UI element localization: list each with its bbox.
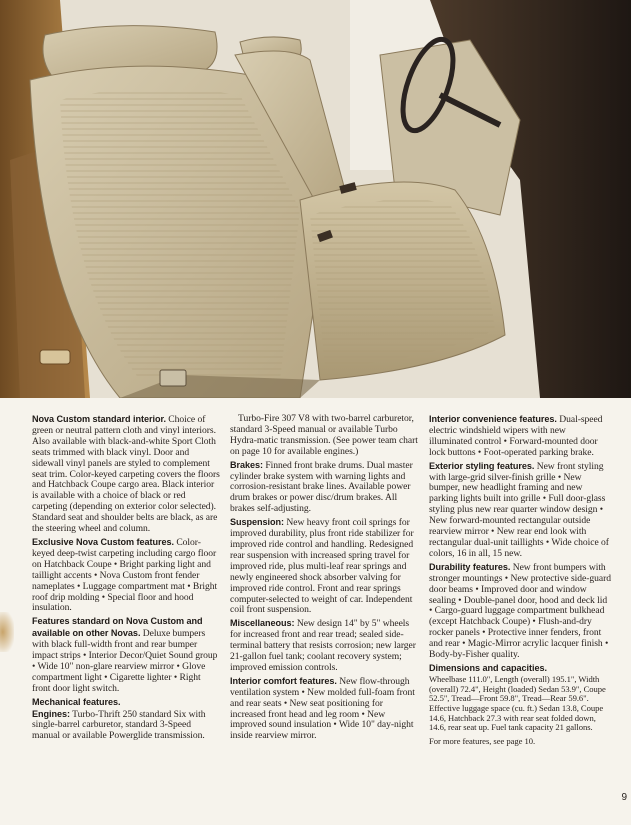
paragraph <box>230 414 418 458</box>
paragraph <box>230 676 418 742</box>
section-heading: Features standard on Nova Custom and available on other Novas. <box>32 616 203 639</box>
section-body: New front bumpers with stronger mountings • New protective side-guard door beams • Improved door and window sealing • Double-panel door, hood and deck lid • Cargo-guard luggage compartment bulkhead (except Hatchback Coupe) • Flush-and-dry rocker panels • Protective inner fenders, front and rear • Magic-Mirror acrylic lacquer finish • Body-by-Fisher quality. <box>429 561 611 661</box>
feature-text-area <box>0 398 631 825</box>
paragraph <box>32 616 220 694</box>
paragraph <box>32 697 220 709</box>
paragraph <box>429 461 611 560</box>
section-heading: Suspension: <box>230 517 285 528</box>
section-body: New flow-through ventilation system • New molded full-foam front and rear seats • New seat positioning for increased front head and leg room • New improved sound insulation • Wide 10" day-night inside rearview mirror. <box>230 675 415 742</box>
paragraph <box>230 618 418 674</box>
paragraph <box>429 414 611 459</box>
section-heading: Dimensions and capacities. <box>429 662 547 673</box>
dimensions-text: Wheelbase 111.0", Length (overall) 195.1", Width (overall) 72.4", Height (loaded) Sedan 53.9", Coupe 52.5", Tread—Front 59.8", Tread—Rear 59.6". Effective luggage space (cu. ft.) Sedan 13.8, Coupe 14.6, Hatchback 27.3 with rear seat folded down, 14.6, rear seat up. Fuel tank capacity 21 gallons. <box>429 673 606 733</box>
paragraph <box>429 562 611 661</box>
section-heading: Interior comfort features. <box>230 675 337 686</box>
more-features-note: For more features, see page 10. <box>429 736 536 747</box>
paragraph <box>32 537 220 614</box>
section-heading: Engines: <box>32 708 70 719</box>
text-column-1 <box>32 414 220 744</box>
car-interior-illustration <box>0 0 631 398</box>
paragraph <box>230 460 418 516</box>
section-body: Color-keyed deep-twist carpeting including cargo floor on Hatchback Coupe • Bright parking light and taillight accents • Nova Custom front fender nameplates • Luggage compartment mat • Bright roof drip molding • Special floor and hood insulation. <box>32 536 218 614</box>
section-heading: Brakes: <box>230 459 264 470</box>
section-body: Finned front brake drums. Dual master cylinder brake system with warning lights and corrosion-resistant brake lines. Available power drum brakes or power disc/drum brakes. All brakes self-adjusting. <box>230 459 413 515</box>
paper-stain <box>0 612 14 652</box>
section-heading: Nova Custom standard interior. <box>32 414 166 424</box>
text-column-3 <box>429 414 611 749</box>
paragraph <box>230 517 418 616</box>
section-body: Turbo-Fire 307 V8 with two-barrel carburetor, standard 3-Speed manual or available Turbo Hydra-matic transmission. (See power team chart on page 10 for available engines.) <box>230 413 418 457</box>
section-heading: Interior convenience features. <box>429 414 557 424</box>
section-body: Dual-speed electric windshield wipers with new illuminated control • Forward-mounted door lock buttons • Foot-operated parking brake. <box>429 414 603 458</box>
section-body: New heavy front coil springs for improved durability, plus front ride stabilizer for improved ride control and handling. Redesigned rear suspension with increased spring travel for improved ride, plus multi-leaf rear springs and newly engineered shock absorber valving for improved ride control. Front and rear springs computer-selected to weight of car. Independent coil front suspension. <box>230 517 414 616</box>
section-body: Turbo-Thrift 250 standard Six with single-barrel carburetor, standard 3-Speed manual or available Powerglide transmission. <box>32 708 206 742</box>
section-body: Choice of green or neutral pattern cloth and vinyl interiors. Also available with black-and-white Sport Cloth seats trimmed with black vinyl. Door and sidewall vinyl panels are styled to complement seat trim. Color-keyed carpeting covers the floors and Hatchback Coupe cargo area. Black interior is available with a choice of black or red carpeting (depending on exterior color selected). Standard seat and shoulder belts are black, as are the steering wheel and column. <box>32 414 220 535</box>
paragraph <box>32 414 220 535</box>
section-body: Deluxe bumpers with black full-width front and rear bumper impact strips • Interior Decor/Quiet Sound group • Wide 10" non-glare rearview mirror • Glove compartment light • Cigarette lighter • Right front door light switch. <box>32 628 218 694</box>
section-heading: Miscellaneous: <box>230 618 295 629</box>
section-body: New design 14" by 5" wheels for increased front and rear tread; sealed side-terminal battery that resists corrosion; new larger 21-gallon fuel tank; coolant recovery system; improved emission controls. <box>230 618 416 673</box>
section-heading: Exclusive Nova Custom features. <box>32 536 174 547</box>
section-heading: Exterior styling features. <box>429 460 535 471</box>
section-heading: Mechanical features. <box>32 696 121 707</box>
paragraph <box>32 709 220 743</box>
text-column-2 <box>230 414 418 744</box>
section-body: New front styling with large-grid silver-finish grille • New bumper, new headlight framing and new parking lights built into grille • Full door-glass styling plus new rear quarter window design • New forward-mounted rectangular outside rearview mirror • New rear end look with rectangular dual-unit taillights • Wide choice of colors, 16 in all, 15 new. <box>429 460 609 559</box>
interior-photo <box>0 0 631 398</box>
page-number: 9 <box>621 792 627 803</box>
section-heading: Durability features. <box>429 561 511 572</box>
